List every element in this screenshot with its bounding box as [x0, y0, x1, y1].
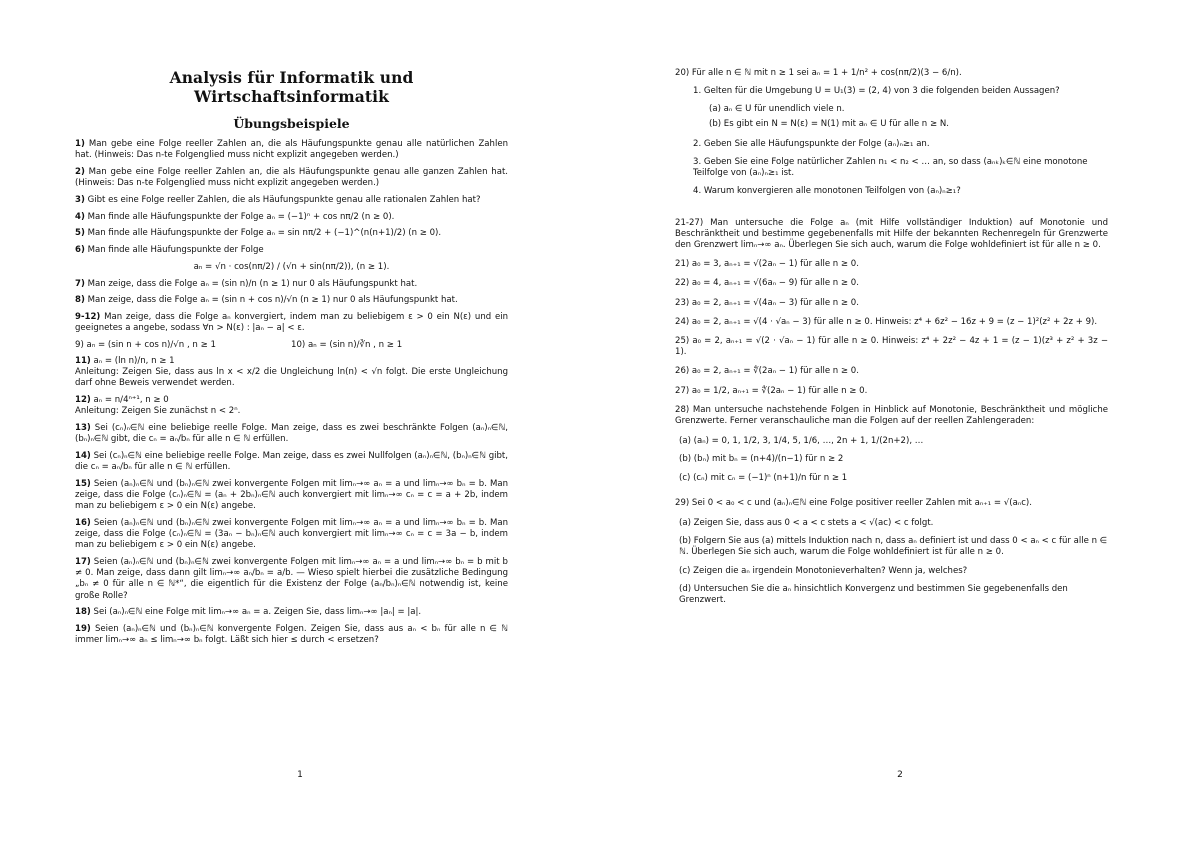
- problem-29-a: (a) Zeigen Sie, dass aus 0 < a < c stets a < √(ac) < c folgt.: [679, 518, 934, 529]
- problem-number: 2): [75, 166, 85, 177]
- problem-number: 11): [75, 355, 91, 366]
- problem-text: Man gebe eine Folge reeller Zahlen an, die als Häufungspunkte genau alle ganzen Zahlen hat. (Hinweis: Das n-te Folgenglied muss nicht explizit angegeben werden.): [75, 166, 509, 189]
- problem-19: [75, 624, 508, 646]
- problem-4: [75, 212, 508, 223]
- problem-text: Seien (aₙ)ₙ∈ℕ und (bₙ)ₙ∈ℕ zwei konvergente Folgen mit limₙ→∞ aₙ = a und limₙ→∞ bₙ = b. Man zeige, dass die Folge (cₙ)ₙ∈ℕ = (3aₙ − bₙ)ₙ∈ℕ auch konvergiert mit limₙ→∞ cₙ = c = 3a − b, indem man zu beliebigem ε > 0 ein N(ε) angebe.: [75, 517, 508, 551]
- equations-9-10: [75, 340, 508, 350]
- problem-27: 27) a₀ = 1/2, aₙ₊₁ = ∜(2aₙ − 1) für alle n ≥ 0.: [675, 385, 868, 396]
- problem-text: Sei (cₙ)ₙ∈ℕ eine beliebige reelle Folge. Man zeige, dass es zwei beschränkte Folgen (aₙ)ₙ∈ℕ, (bₙ)ₙ∈ℕ gibt, die cₙ = aₙ/bₙ für alle n ∈ ℕ erfüllen.: [75, 422, 508, 445]
- problem-28-a: (a) (aₙ) = 0, 1, 1/2, 3, 1/4, 5, 1/6, …, 2n + 1, 1/(2n+2), …: [679, 436, 924, 447]
- problem-number: 3): [75, 194, 85, 205]
- problem-number: 5): [75, 228, 85, 239]
- problem-number: 12): [75, 395, 91, 406]
- problem-20-part-1a: (a) aₙ ∈ U für unendlich viele n.: [709, 104, 845, 115]
- problem-text: Sei (aₙ)ₙ∈ℕ eine Folge mit limₙ→∞ aₙ = a. Zeigen Sie, dass limₙ→∞ |aₙ| = |a|.: [93, 607, 422, 618]
- problem-9-12: [75, 312, 508, 334]
- problem-28: 28) Man untersuche nachstehende Folgen in Hinblick auf Monotonie, Beschränktheit und mögliche Grenzwerte. Ferner veranschauliche man die Folgen auf der reellen Zahlengeraden:: [675, 404, 1108, 427]
- problem-29-c: (c) Zeigen die aₙ irgendein Monotonieverhalten? Wenn ja, welches?: [679, 565, 968, 576]
- problem-number: 18): [75, 607, 91, 618]
- problem-24: 24) a₀ = 2, aₙ₊₁ = √(4 · √aₙ − 3) für alle n ≥ 0. Hinweis: z⁴ + 6z² − 16z + 9 = (z − 1)²(z² + 2z + 9).: [675, 316, 1098, 327]
- problem-20-part-3: 3. Geben Sie eine Folge natürlicher Zahlen n₁ < n₂ < … an, so dass (aₙₖ)ₖ∈ℕ eine monotone Teilfolge von (aₙ)ₙ≥₁ ist.: [693, 157, 1088, 179]
- problem-text: Man gebe eine Folge reeller Zahlen an, die als Häufungspunkte genau alle natürlichen Zahlen hat. (Hinweis: Das n-te Folgenglied muss nicht explizit angegeben werden.): [75, 139, 509, 161]
- problem-text: Seien (aₙ)ₙ∈ℕ und (bₙ)ₙ∈ℕ konvergente Folgen. Zeigen Sie, dass aus aₙ < bₙ für alle n ∈ ℕ immer limₙ→∞ aₙ ≤ limₙ→∞ bₙ folgt. Läßt sich hier ≤ durch < ersetzen?: [75, 624, 508, 646]
- page-2-content: [675, 68, 1108, 613]
- problem-number: 6): [75, 244, 85, 255]
- problem-3: [75, 195, 508, 206]
- page-2: [600, 0, 1200, 848]
- problem-12-hint: [75, 406, 508, 417]
- problem-number: 14): [75, 450, 91, 461]
- problem-text: Sei (cₙ)ₙ∈ℕ eine beliebige reelle Folge. Man zeige, dass es zwei Nullfolgen (aₙ)ₙ∈ℕ, (bₙ)ₙ∈ℕ gibt, die cₙ = aₙ/bₙ für alle n ∈ ℕ erfüllen.: [75, 450, 509, 473]
- page-number: 1: [297, 770, 303, 780]
- document-title: Analysis für Informatik und Wirtschaftsinformatik: [169, 68, 414, 106]
- equation-9: 9) aₙ = (sin n + cos n)/√n , n ≥ 1: [75, 339, 216, 350]
- problem-20-part-1: 1. Gelten für die Umgebung U = U₁(3) = (2, 4) von 3 die folgenden beiden Aussagen?: [693, 86, 1060, 97]
- problem-28-c: (c) (cₙ) mit cₙ = (−1)ⁿ (n+1)/n für n ≥ 1: [679, 472, 848, 483]
- problem-text: Gibt es eine Folge reeller Zahlen, die als Häufungspunkte genau alle rationalen Zahlen hat?: [87, 194, 481, 205]
- problem-text: Man finde alle Häufungspunkte der Folge aₙ = (−1)ⁿ + cos nπ/2 (n ≥ 0).: [87, 211, 395, 222]
- problem-number: 17): [75, 556, 91, 567]
- problem-18: [75, 607, 508, 618]
- problem-15: [75, 479, 508, 513]
- problem-25: 25) a₀ = 2, aₙ₊₁ = √(2 · √aₙ − 1) für alle n ≥ 0. Hinweis: z⁴ + 2z² − 4z + 1 = (z − 1)(z³ + z² + 3z − 1).: [675, 336, 1108, 358]
- problem-16: [75, 518, 508, 552]
- problem-number: 8): [75, 295, 85, 306]
- problem-11-hint: [75, 367, 508, 389]
- problem-5: [75, 228, 508, 239]
- problem-29-d: (d) Untersuchen Sie die aₙ hinsichtlich Konvergenz und bestimmen Sie gegebenenfalls den Grenzwert.: [679, 583, 1068, 606]
- problem-number: 7): [75, 278, 85, 289]
- problem-23: 23) a₀ = 2, aₙ₊₁ = √(4aₙ − 3) für alle n ≥ 0.: [675, 297, 859, 308]
- problem-text: Seien (aₙ)ₙ∈ℕ und (bₙ)ₙ∈ℕ zwei konvergente Folgen mit limₙ→∞ aₙ = a und limₙ→∞ bₙ = b mit b ≠ 0. Man zeige, dass dann gilt limₙ→∞ aₙ/bₙ = a/b. — Wieso spielt hierbei die zusätzliche Bedingung „bₙ ≠ 0 für alle n ∈ ℕ*“, die eigentlich für die Existenz der Folge (aₙ/bₙ)ₙ∈ℕ notwendig ist, keine große Rolle?: [75, 556, 508, 601]
- problem-text: aₙ = (ln n)/n, n ≥ 1: [93, 355, 175, 366]
- problem-29-b: (b) Folgern Sie aus (a) mittels Induktion nach n, dass aₙ definiert ist und dass 0 < aₙ < c für alle n ∈ ℕ. Überlegen Sie sich auch, warum die Folge wohldefiniert ist für alle n ≥ 0.: [679, 536, 1108, 558]
- hint-text: Anleitung: Zeigen Sie zunächst n < 2ⁿ.: [75, 406, 241, 417]
- problem-number: 4): [75, 211, 85, 222]
- problem-text: Seien (aₙ)ₙ∈ℕ und (bₙ)ₙ∈ℕ zwei konvergente Folgen mit limₙ→∞ aₙ = a und limₙ→∞ bₙ = b. Man zeige, dass die Folge (cₙ)ₙ∈ℕ = (aₙ + 2bₙ)ₙ∈ℕ auch konvergiert mit limₙ→∞ cₙ = c = a + 2b, indem man zu beliebigem ε > 0 ein N(ε) angebe.: [75, 478, 508, 512]
- document-subtitle: Übungsbeispiele: [233, 116, 350, 131]
- problem-21-27: 21-27) Man untersuche die Folge aₙ (mit Hilfe vollständiger Induktion) auf Monotonie und Beschränktheit und bestimme gegebenenfalls mit Hilfe der bekannten Rechenregeln für Grenzwerte den Grenzwert limₙ→∞ aₙ. Überlegen Sie sich auch, warum die Folge wohldefiniert ist für alle n ≥ 0.: [675, 217, 1108, 251]
- problem-7: [75, 279, 508, 290]
- problem-number: 16): [75, 517, 91, 528]
- page-number: 2: [897, 770, 903, 780]
- problem-text: Man zeige, dass die Folge aₙ = (sin n + cos n)/√n (n ≥ 1) nur 0 als Häufungspunkt hat.: [87, 295, 458, 306]
- problem-13: [75, 423, 508, 445]
- problem-14: [75, 451, 508, 473]
- problem-11: [75, 356, 508, 367]
- problem-number: 19): [75, 624, 91, 634]
- problem-20-part-2: 2. Geben Sie alle Häufungspunkte der Folge (aₙ)ₙ≥₁ an.: [693, 138, 930, 149]
- problem-29: 29) Sei 0 < a₀ < c und (aₙ)ₙ∈ℕ eine Folge positiver reeller Zahlen mit aₙ₊₁ = √(aₙc).: [675, 497, 1032, 508]
- equation-6: aₙ = √n · cos(nπ/2) / (√n + sin(nπ/2)), (n ≥ 1).: [193, 261, 390, 272]
- equation-10: 10) aₙ = (sin n)/∛n , n ≥ 1: [291, 339, 403, 350]
- problem-text: Man zeige, dass die Folge aₙ = (sin n)/n (n ≥ 1) nur 0 als Häufungspunkt hat.: [87, 278, 418, 289]
- problem-28-b: (b) (bₙ) mit bₙ = (n+4)/(n−1) für n ≥ 2: [679, 454, 844, 465]
- problem-number: 13): [75, 422, 91, 433]
- problem-number: 9-12): [75, 312, 101, 323]
- problem-17: [75, 557, 508, 602]
- problem-21: 21) a₀ = 3, aₙ₊₁ = √(2aₙ − 1) für alle n ≥ 0.: [675, 259, 859, 270]
- problem-26: 26) a₀ = 2, aₙ₊₁ = ∜(2aₙ − 1) für alle n ≥ 0.: [675, 366, 859, 377]
- problem-20: 20) Für alle n ∈ ℕ mit n ≥ 1 sei aₙ = 1 + 1/n² + cos(nπ/2)(3 − 6/n).: [675, 68, 962, 78]
- problem-1: [75, 139, 508, 161]
- problem-text: Man zeige, dass die Folge aₙ konvergiert, indem man zu beliebigem ε > 0 ein N(ε) und ein geeignetes a angebe, sodass ∀n > N(ε) : |aₙ − a| < ε.: [75, 312, 508, 334]
- problem-text: Man finde alle Häufungspunkte der Folge aₙ = sin nπ/2 + (−1)^(n(n+1)/2) (n ≥ 0).: [87, 228, 442, 239]
- problem-8: [75, 295, 508, 306]
- problem-20-part-4: 4. Warum konvergieren alle monotonen Teilfolgen von (aₙ)ₙ≥₁?: [693, 186, 961, 197]
- problem-22: 22) a₀ = 4, aₙ₊₁ = √(6aₙ − 9) für alle n ≥ 0.: [675, 278, 859, 289]
- problem-number: 15): [75, 478, 91, 489]
- problem-number: 1): [75, 139, 85, 149]
- problem-6: [75, 245, 508, 256]
- problem-20-part-1b: (b) Es gibt ein N = N(ε) = N(1) mit aₙ ∈ U für alle n ≥ N.: [709, 118, 949, 129]
- page-1-content: [75, 68, 508, 652]
- hint-text: Anleitung: Zeigen Sie, dass aus ln x < x/2 die Ungleichung ln(n) < √n folgt. Die erste Ungleichung darf ohne Beweis verwendet werden.: [75, 367, 508, 389]
- problem-2: [75, 167, 508, 189]
- problem-text: aₙ = n/4ⁿ⁺¹, n ≥ 0: [93, 395, 169, 406]
- problem-text: Man finde alle Häufungspunkte der Folge: [87, 244, 264, 255]
- problem-12: [75, 395, 508, 406]
